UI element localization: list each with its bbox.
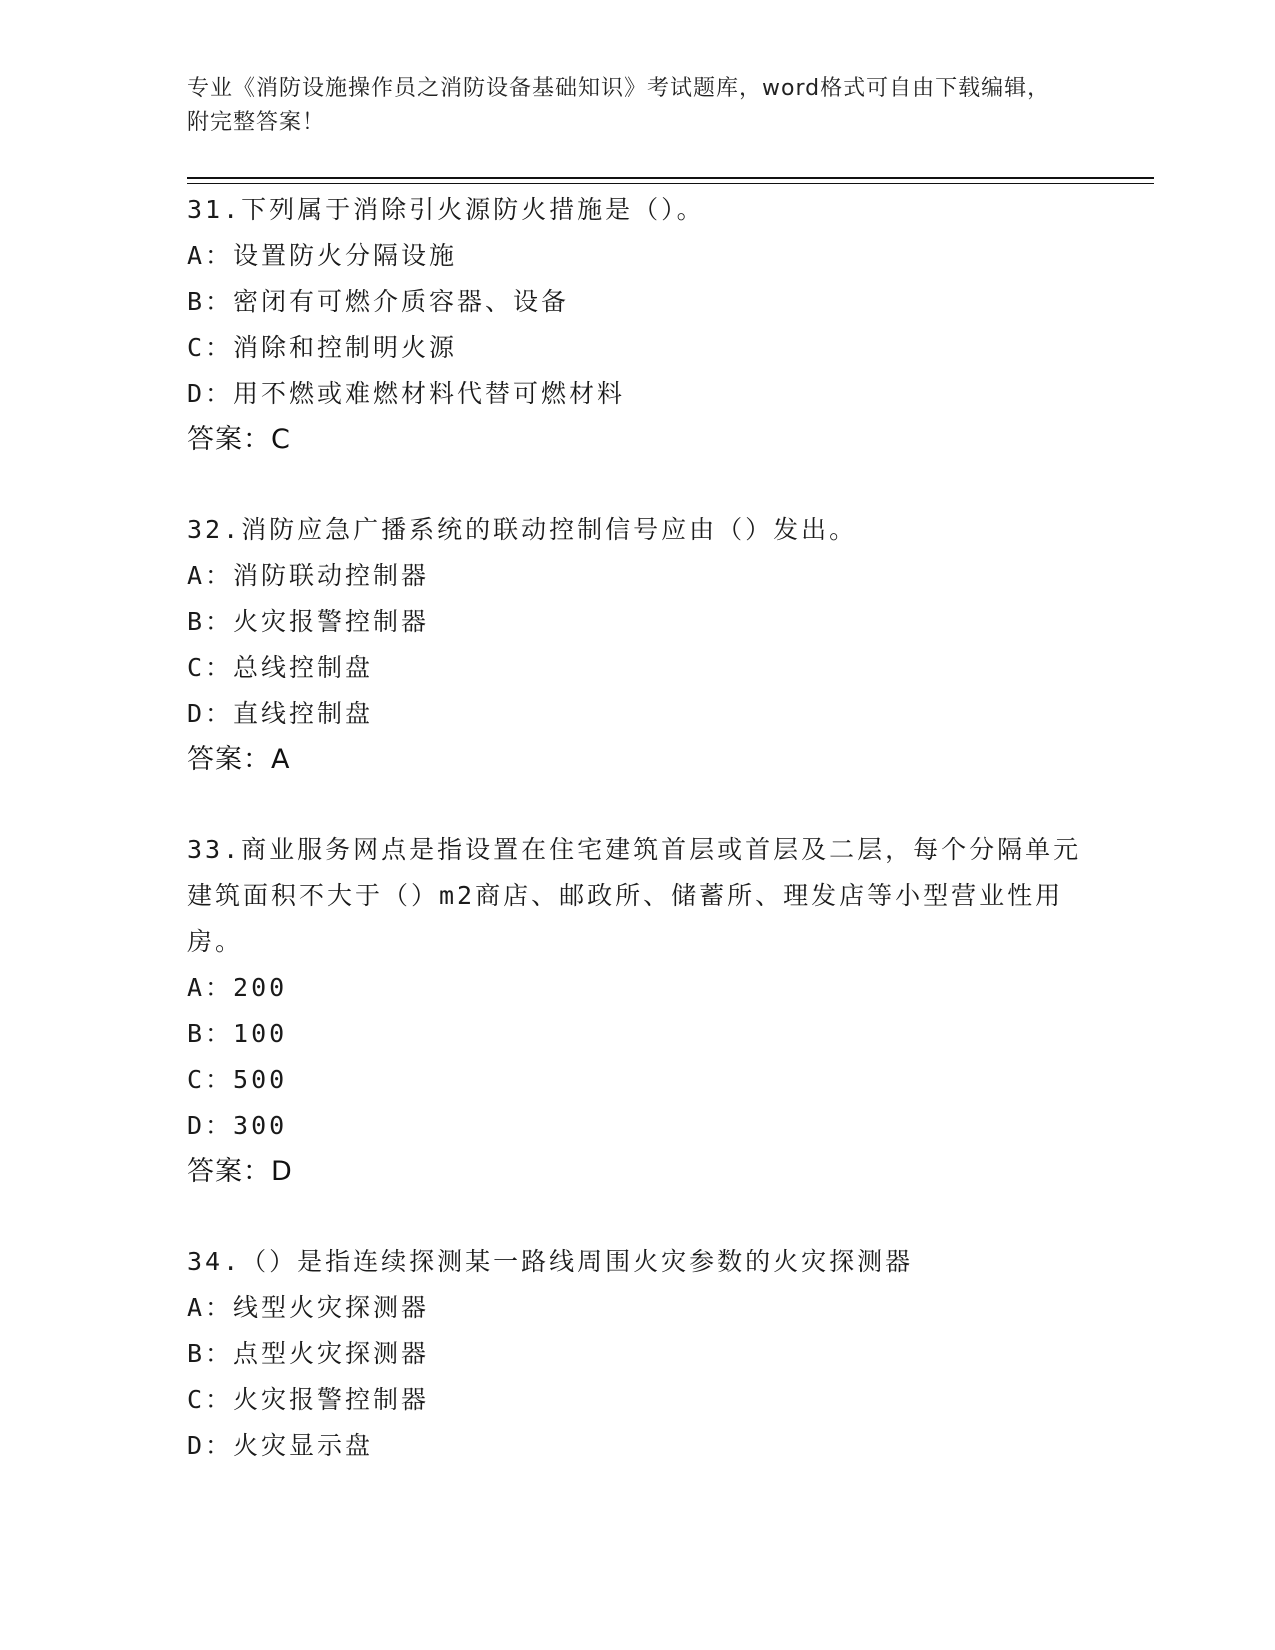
- option-d: D：火灾显示盘: [187, 1431, 374, 1460]
- option-a: A：消防联动控制器: [187, 561, 430, 590]
- question-32: [187, 507, 1087, 783]
- header-divider-thick: [187, 177, 1154, 179]
- option-c: C：消除和控制明火源: [187, 333, 458, 362]
- option-d: D：300: [187, 1111, 288, 1140]
- option-d: D：直线控制盘: [187, 699, 374, 728]
- document-header: 专业《消防设施操作员之消防设备基础知识》考试题库，word格式可自由下载编辑，附完整答案！: [187, 76, 1051, 135]
- question-34: [187, 1239, 1087, 1469]
- answer-line: 答案：D: [187, 1156, 293, 1187]
- answer-line: 答案：C: [187, 424, 291, 455]
- question-stem: 33.商业服务网点是指设置在住宅建筑首层或首层及二层，每个分隔单元建筑面积不大于（）m2商店、邮政所、储蓄所、理发店等小型营业性用房。: [187, 835, 1082, 956]
- option-c: C：火灾报警控制器: [187, 1385, 430, 1414]
- option-b: B：点型火灾探测器: [187, 1339, 430, 1368]
- question-stem: 31.下列属于消除引火源防火措施是（）。: [187, 195, 705, 224]
- option-b: B：密闭有可燃介质容器、设备: [187, 287, 570, 316]
- option-a: A：线型火灾探测器: [187, 1293, 430, 1322]
- question-33: [187, 827, 1087, 1195]
- option-a: A：200: [187, 973, 288, 1002]
- question-31: [187, 187, 1087, 463]
- option-b: B：火灾报警控制器: [187, 607, 430, 636]
- option-c: C：500: [187, 1065, 288, 1094]
- answer-line: 答案：A: [187, 744, 291, 775]
- option-a: A：设置防火分隔设施: [187, 241, 458, 270]
- option-b: B：100: [187, 1019, 288, 1048]
- option-d: D：用不燃或难燃材料代替可燃材料: [187, 379, 626, 408]
- header-divider-thin: [187, 183, 1154, 184]
- question-stem: 34.（）是指连续探测某一路线周围火灾参数的火灾探测器: [187, 1247, 914, 1276]
- question-stem: 32.消防应急广播系统的联动控制信号应由（）发出。: [187, 515, 858, 544]
- option-c: C：总线控制盘: [187, 653, 374, 682]
